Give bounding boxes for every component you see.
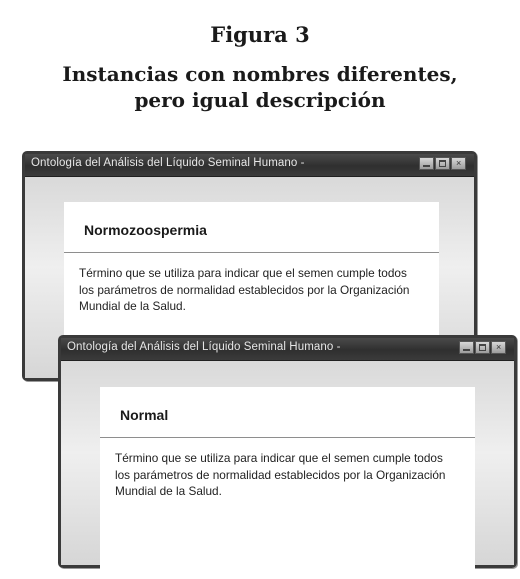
window-controls (419, 157, 466, 171)
instance-name: Normal (120, 407, 169, 423)
close-icon: × (456, 158, 462, 168)
figure-title-line-2: pero igual descripción (134, 88, 386, 112)
minimize-icon (423, 165, 430, 167)
minimize-button[interactable] (419, 157, 434, 170)
close-button[interactable] (451, 157, 466, 170)
window-controls (459, 341, 506, 355)
window-title: Ontología del Análisis del Líquido Seminal Humano - (31, 157, 305, 169)
window-client-area (61, 361, 514, 565)
minimize-icon (463, 349, 470, 351)
minimize-button[interactable] (459, 341, 474, 354)
window-titlebar[interactable] (61, 338, 514, 361)
figure-title (0, 61, 520, 113)
maximize-icon (439, 160, 446, 167)
ontology-window-2 (58, 335, 517, 568)
divider (100, 437, 475, 438)
instance-description: Término que se utiliza para indicar que el semen cumple todos los parámetros de normalidad establecidos por la Organización Mundial de la Salud. (79, 266, 410, 313)
figure-label: Figura 3 (210, 22, 310, 47)
instance-description: Término que se utiliza para indicar que el semen cumple todos los parámetros de normalidad establecidos por la Organización Mundial de la Salud. (115, 451, 446, 498)
instance-card (100, 387, 475, 569)
maximize-button[interactable] (475, 341, 490, 354)
close-button[interactable] (491, 341, 506, 354)
maximize-button[interactable] (435, 157, 450, 170)
divider (64, 252, 439, 253)
window-titlebar[interactable] (25, 154, 474, 177)
figure-title-line-1: Instancias con nombres diferentes, (62, 62, 458, 86)
instance-name: Normozoospermia (84, 222, 207, 238)
window-title: Ontología del Análisis del Líquido Seminal Humano - (67, 341, 341, 353)
close-icon: × (496, 342, 502, 352)
maximize-icon (479, 344, 486, 351)
